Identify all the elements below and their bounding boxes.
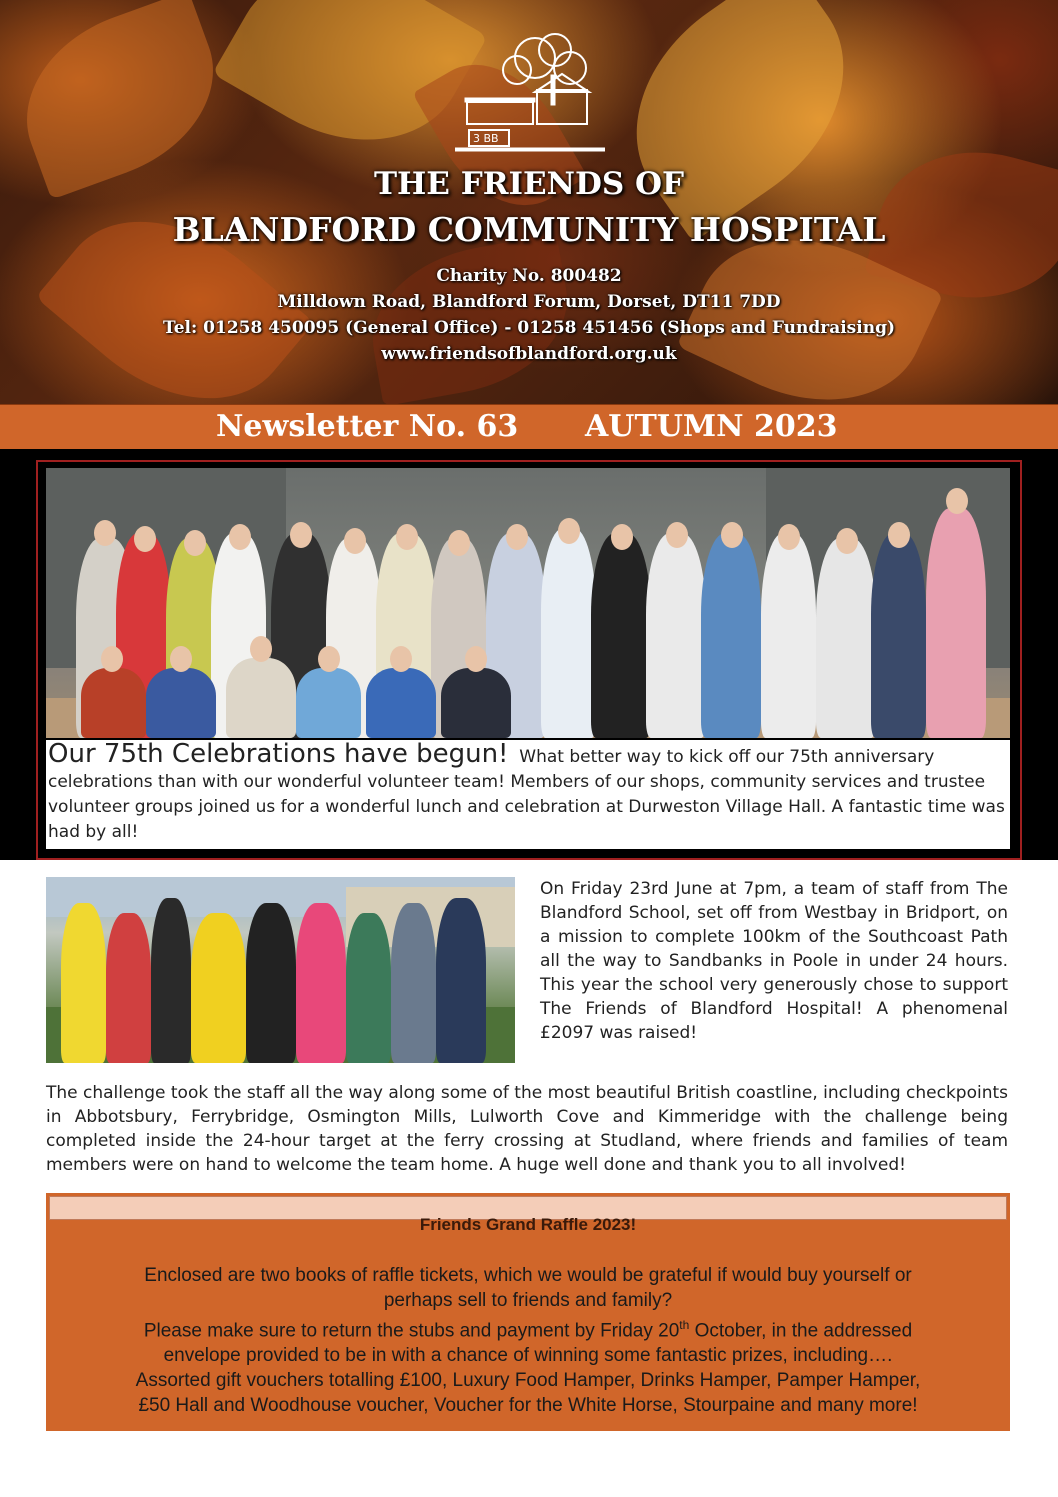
person-head [134, 526, 156, 552]
raffle-line: £50 Hall and Woodhouse voucher, Voucher for the White Horse, Stourpaine and many more! [138, 1395, 918, 1417]
person-head [836, 528, 858, 554]
celebration-headline: Our 75th Celebrations have begun! [48, 739, 509, 769]
newsletter-season: AUTUMN 2023 [585, 409, 838, 444]
person [346, 913, 391, 1063]
org-title-line2: BLANDFORD COMMUNITY HOSPITAL [172, 210, 886, 249]
person [246, 903, 296, 1063]
raffle-line: Enclosed are two books of raffle tickets, which we would be grateful if would buy yourself or [144, 1265, 912, 1286]
person-head [721, 522, 743, 548]
raffle-deadline-post: October, in the addressed [689, 1320, 913, 1342]
newsletter-banner [0, 404, 1058, 450]
person [646, 533, 706, 738]
charity-number: Charity No. 800482 [436, 266, 622, 286]
person [296, 668, 361, 738]
person [81, 668, 146, 738]
raffle-line: Assorted gift vouchers totalling £100, Luxury Food Hamper, Drinks Hamper, Pamper Hamper, [135, 1370, 921, 1392]
header-banner [0, 0, 1058, 405]
challenge-intro: On Friday 23rd June at 7pm, a team of staff from The Blandford School, set off from Westbay in Bridport, on a mission to complete 100km of the Southcoast Path all the way to Sandbanks in Poole in under 24 hours. This year the school very generously chose to support The Friends of Blandford Hospital! A phenomenal £2097 was raised! [540, 879, 1008, 1043]
person-head [558, 518, 580, 544]
person [146, 668, 216, 738]
person [61, 903, 106, 1063]
person-head [666, 522, 688, 548]
hospital-tree-logo [455, 30, 605, 158]
person [366, 668, 436, 738]
person-head [611, 524, 633, 550]
person [391, 903, 436, 1063]
person [151, 898, 191, 1063]
leaf-decoration [590, 0, 890, 243]
person-head [946, 488, 968, 514]
person-head [229, 524, 251, 550]
person-head [170, 646, 192, 672]
person-head [390, 646, 412, 672]
person [871, 533, 926, 738]
person-head [94, 520, 116, 546]
person [226, 658, 296, 738]
celebration-body: What better way to kick off our 75th anniversary celebrations than with our wonderful volunteer team! Members of our shops, community services and trustee volunteer groups joined us for a wonderful lunch and celebration at Durweston Village Hall. A fantastic time was had by all! [48, 747, 1005, 842]
person-head [184, 530, 206, 556]
raffle-title-bar [49, 1196, 1007, 1234]
person [106, 913, 151, 1063]
newsletter-number: Newsletter No. 63 [216, 409, 519, 444]
person-head [344, 528, 366, 554]
person [441, 668, 511, 738]
person [761, 533, 816, 738]
address: Milldown Road, Blandford Forum, Dorset, DT11 7DD [277, 292, 781, 312]
person [191, 913, 246, 1063]
raffle-title: Friends Grand Raffle 2023! [419, 1215, 637, 1234]
website-link[interactable]: www.friendsofblandford.org.uk [381, 344, 677, 364]
person-head [448, 530, 470, 556]
phone-numbers: Tel: 01258 450095 (General Office) - 01258 451456 (Shops and Fundraising) [163, 318, 895, 338]
org-title-line1: THE FRIENDS OF [373, 166, 685, 202]
person-head [101, 646, 123, 672]
person-head [506, 524, 528, 550]
raffle-deadline-pre: Please make sure to return the stubs and payment by Friday 20 [143, 1320, 680, 1342]
person [296, 903, 346, 1063]
person [436, 898, 486, 1063]
person-head [250, 636, 272, 662]
person [541, 528, 596, 738]
person-head [465, 646, 487, 672]
person [591, 533, 651, 738]
raffle-line: envelope provided to be in with a chance of winning some fantastic prizes, including…. [163, 1345, 893, 1367]
raffle-line [46, 1313, 1010, 1343]
person [816, 538, 876, 738]
person-head [290, 522, 312, 548]
logo-sign-text: 3 BB [473, 132, 499, 145]
person-head [778, 524, 800, 550]
raffle-line: perhaps sell to friends and family? [383, 1290, 673, 1311]
school-team-photo [46, 877, 515, 1063]
volunteer-group-photo [46, 468, 1010, 738]
person-head [396, 524, 418, 550]
raffle-box [46, 1193, 1010, 1431]
person-head [318, 646, 340, 672]
celebration-caption [46, 740, 1010, 849]
person [926, 508, 986, 738]
person [701, 533, 761, 738]
challenge-details: The challenge took the staff all the way along some of the most beautiful British coastline, including checkpoints in Abbotsbury, Ferrybridge, Osmington Mills, Lulworth Cove and Kimmeridge with the challenge being completed inside the 24-hour target at the ferry crossing at Studland, where friends and families of team members were on hand to welcome the team home. A huge well done and thank you to all involved! [46, 1083, 1008, 1175]
raffle-deadline-sup: th [679, 1318, 690, 1332]
person-head [888, 522, 910, 548]
raffle-body [46, 1263, 1010, 1418]
